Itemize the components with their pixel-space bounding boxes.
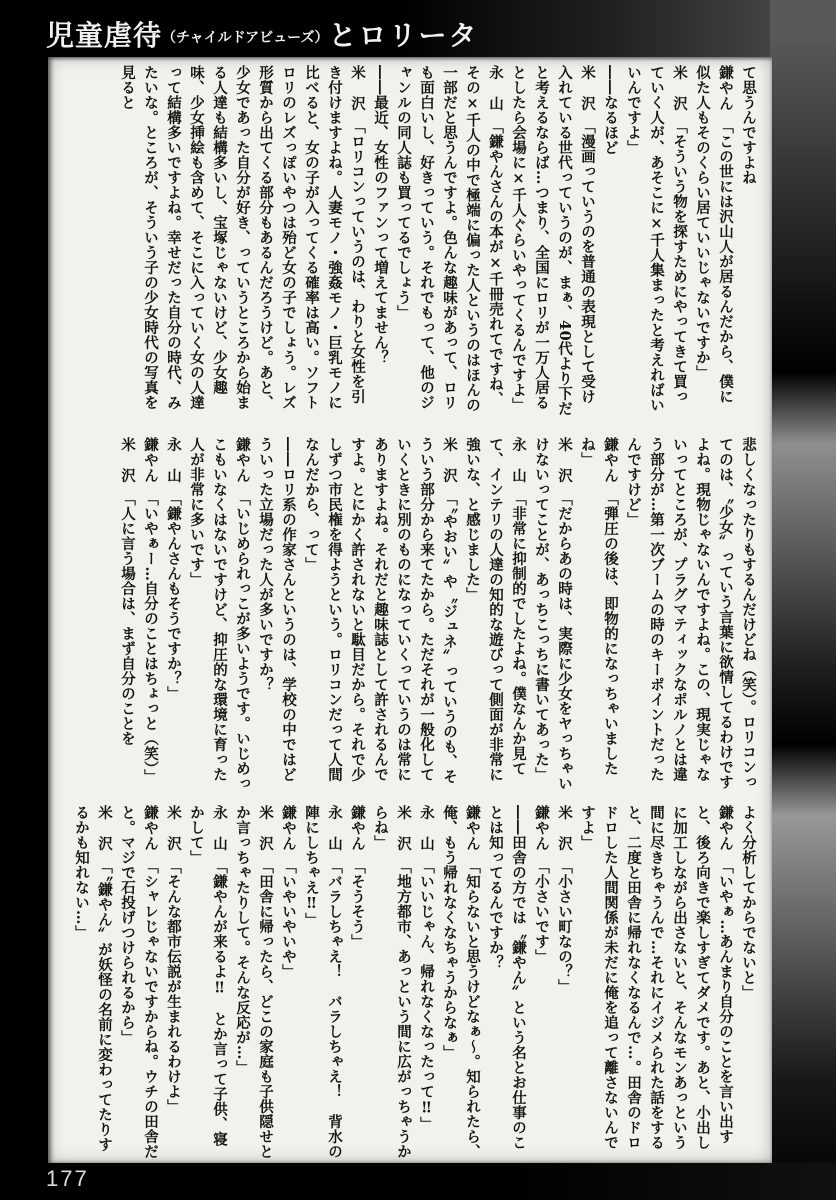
utterance-text: 「〝やおい〟や〝ジュネ〟っていうのも、そういう部分から来てたから。ただそれが一般化していくときに別のものになっていくっていうのは常にありますよね。それだと趣味誌として許されるんですよ。とにかく許されないと駄目だから。それで少しずつ市民権を得ようという。ロリコンだって人間なんだから、って」 [303, 437, 458, 785]
utterance [70, 805, 116, 1161]
speaker-label: 米 沢 [395, 805, 412, 852]
utterance [139, 437, 162, 793]
speaker-label: 米 沢 [556, 437, 573, 484]
page-header [46, 14, 746, 54]
utterance-text: 「鎌やんさんもそうですか？」 [165, 491, 182, 702]
speaker-label: 米 沢 [441, 437, 458, 484]
speaker-label: 鎌やん [142, 437, 159, 484]
utterance-text: 「この世には沢山人が居るんだから、僕に似た人もそのくらい居ていいじゃないですか」 [694, 65, 734, 405]
speaker-label: 米 沢 [257, 805, 274, 852]
utterance-text: 「人に言う場合は、まず自分のことを [119, 491, 136, 747]
utterance-text: 「いやぁー…自分のことはちょっと（笑）」 [142, 491, 159, 785]
utterance-text: 「非常に抑制的でしたよね。僕なんか見てて、インテリの人達の知的な遊びって側面が非常に強いな、と感じました」 [464, 437, 527, 782]
scanned-page-paper [48, 57, 772, 1163]
page-number: 177 [46, 1166, 89, 1191]
utterance-text: 「いやぁ…あんまり自分のことを言い出すと、後ろ向きで楽しすぎてダメです。あと、小出しに加工しながら出さないと、そんなモンあっという間に尽きちゃうんで…それにイジメられた話をすると、二度と田舎に帰れなくなるんで…。田舎のドロドロした人間関係が未だに俺を追って離さないんですよ」 [579, 805, 734, 1150]
utterance [530, 437, 576, 793]
speaker-label: 米 沢 [671, 65, 688, 112]
text-block-bottom [58, 805, 760, 1161]
utterance-text: 「弾圧の後は、即物的になっちゃいましたね」 [579, 437, 619, 777]
speaker-label: 鎌やん [533, 805, 550, 852]
utterance-text: 「小さい町なの？」 [556, 859, 573, 995]
utterance-text: 「そうそう」 [349, 859, 366, 950]
speaker-label: 鎌やん [602, 437, 619, 484]
utterance-text: ――なるほど [602, 65, 619, 155]
utterance [277, 805, 300, 1161]
speaker-label: 鎌やん [717, 65, 734, 112]
utterance-text: 「シャレじゃないですからね。ウチの田舎だと。マジで石投げつけられるから」 [119, 805, 159, 1160]
utterance-text: 「田舎に帰ったら、どこの家庭も子供隠せとか言っちゃたりして。そんな反応が…」 [234, 805, 274, 1160]
speaker-label: 米 沢 [119, 437, 136, 484]
utterance [599, 65, 622, 419]
page-title-main: 児童虐待 [46, 20, 163, 51]
utterance [231, 805, 277, 1161]
utterance [116, 437, 139, 793]
utterance [484, 805, 530, 1161]
page-title-reading: （チャイルドアビューズ） [162, 29, 329, 45]
utterance-text: ――最近、女性のファンって増えてません？ [372, 65, 389, 365]
utterance-text: 「小さいです」 [533, 859, 550, 965]
utterance-text: ――田舎の方では〝鎌やん〟という名とお仕事のことは知ってるんですか？ [487, 805, 527, 1150]
speaker-label: 永 山 [165, 437, 182, 484]
utterance [185, 437, 254, 793]
utterance [415, 805, 438, 1161]
utterance [185, 805, 231, 1161]
speaker-label: 米 沢 [556, 805, 573, 852]
speaker-label: 鎌やん [464, 805, 481, 852]
utterance-text: 「鎌やんが来るよ‼ とか言って子供、寝かして」 [188, 805, 228, 1147]
utterance [116, 805, 162, 1161]
utterance-text: て思うんですよね [740, 65, 757, 185]
speaker-label: 永 山 [326, 805, 343, 852]
speaker-label: 永 山 [211, 805, 228, 852]
utterance [162, 805, 185, 1161]
text-block-top [62, 65, 760, 419]
speaker-label: 米 沢 [579, 65, 596, 112]
speaker-label: 鎌やん [280, 805, 297, 852]
utterance-text: 「そういう物を探すためにやってきて買っていく人が、あそこに×千人集まったと考えればいいんですよ」 [625, 65, 688, 413]
scan-background-right-margin [770, 0, 836, 1200]
text-block-middle [56, 437, 760, 793]
utterance [530, 805, 553, 1161]
page-title-tail: とロリータ [328, 20, 479, 51]
utterance [392, 65, 507, 419]
utterance-text: 「鎌やんさんの本が×千冊売れてですね、その×千人の中で極端に偏った人というのはほんの一部だと思うんですよ。色んな趣味があって、ロリも面白いし、好きっていう。それでもって、他のジャンルの同人誌も買ってるでしょう」 [395, 65, 504, 413]
utterance [346, 805, 369, 1161]
utterance-text: 「漫画っていうのを普通の表現として受け入れている世代っていうのが、まぁ、40代より下だと考えるならば…つまり、全国にロリが一万人居るとしたら会場に×千人ぐらいやってくるんですよ」 [510, 65, 596, 417]
speaker-label: 米 沢 [349, 65, 366, 112]
speaker-label: 鎌やん [234, 437, 251, 484]
utterance [507, 65, 599, 419]
utterance-text: 「バラしちゃえ！ バラしちゃえ！ 背水の陣にしちゃえ‼」 [303, 805, 343, 1160]
speaker-label: 米 沢 [96, 805, 113, 852]
utterance [254, 437, 300, 793]
speaker-label: 鎌やん [717, 805, 734, 852]
utterance-text: 「〝鎌やん〟が妖怪の名前に変わってたりするかも知れない…」 [73, 805, 113, 1153]
utterance-text: 「いじめられっこが多いようです。いじめっこもいなくはないですけど、抑圧的な環境に育った人が非常に多いです」 [188, 437, 251, 792]
utterance [553, 805, 576, 1161]
utterance [622, 65, 691, 419]
utterance-text: 「いいじゃん、帰れなくなったって‼」 [418, 859, 435, 1132]
utterance [576, 437, 622, 793]
utterance [300, 805, 346, 1161]
utterance [737, 805, 760, 1161]
utterance [461, 437, 530, 793]
utterance-text: よく分析してからでないと」 [740, 805, 757, 1000]
utterance [438, 805, 484, 1161]
utterance [369, 805, 415, 1161]
utterance-text: 「そんな都市伝説が生まれるわけよ」 [165, 859, 182, 1115]
utterance [162, 437, 185, 793]
utterance-text: 「知らないと思うけどなぁ～。知られたら、俺、もう帰れなくなちゃうからなぁ」 [441, 805, 481, 1160]
speaker-label: 鎌やん [142, 805, 159, 852]
utterance [622, 437, 760, 793]
utterance [576, 805, 737, 1161]
utterance [116, 65, 369, 419]
utterance-text: 「だからあの時は、実際に少女をヤっちゃいけないってことが、あっちこっちに書いてあった」 [533, 437, 573, 792]
speaker-label: 米 沢 [165, 805, 182, 852]
utterance [737, 65, 760, 419]
utterance-text: 「いやいやいや」 [280, 859, 297, 980]
speaker-label: 永 山 [418, 805, 435, 852]
speaker-label: 永 山 [510, 437, 527, 484]
utterance-text: 「地方都市、あっという間に広がっちゃうからね」 [372, 805, 412, 1160]
utterance-text: 悲しくなったりもするんだけどね（笑）。ロリコンってのは、〝少女〟っていう言葉に欲情してるわけですよね。現物じゃないんですよね。この、現実じゃないってところが、プラグマティックなポルノとは違う部分が…第一次ブームの時のキーポイントだったんですけど」 [625, 437, 757, 790]
utterance [691, 65, 737, 419]
speaker-label: 鎌やん [349, 805, 366, 852]
scan-background-bottom [0, 1163, 836, 1200]
utterance-text: ――ロリ系の作家さんというのは、学校の中ではどういった立場だった人が多いですか？ [257, 437, 297, 782]
speaker-label: 永 山 [487, 65, 504, 112]
utterance-text: 「ロリコンっていうのは、わりと女性を引き付けますよね。人妻モノ・強姦モノ・巨乳モノに比べると、女の子が入ってくる確率は高い。ソフトロリのレズっぽいやつは殆ど女の子でしょう。レズ形質から出てくる部分もあるんだろうけど。あと、少女であった自分が好き、っていうところから始まる人達も結構多いし、宝塚じゃないけど、少女趣味、少女挿絵も含めて、そこに入っていく女の人達って結構多いですよね。幸せだった自分の時代、みたいな。ところが、そういう子の少女時代の写真を見ると [119, 65, 366, 410]
utterance [300, 437, 461, 793]
utterance [369, 65, 392, 419]
